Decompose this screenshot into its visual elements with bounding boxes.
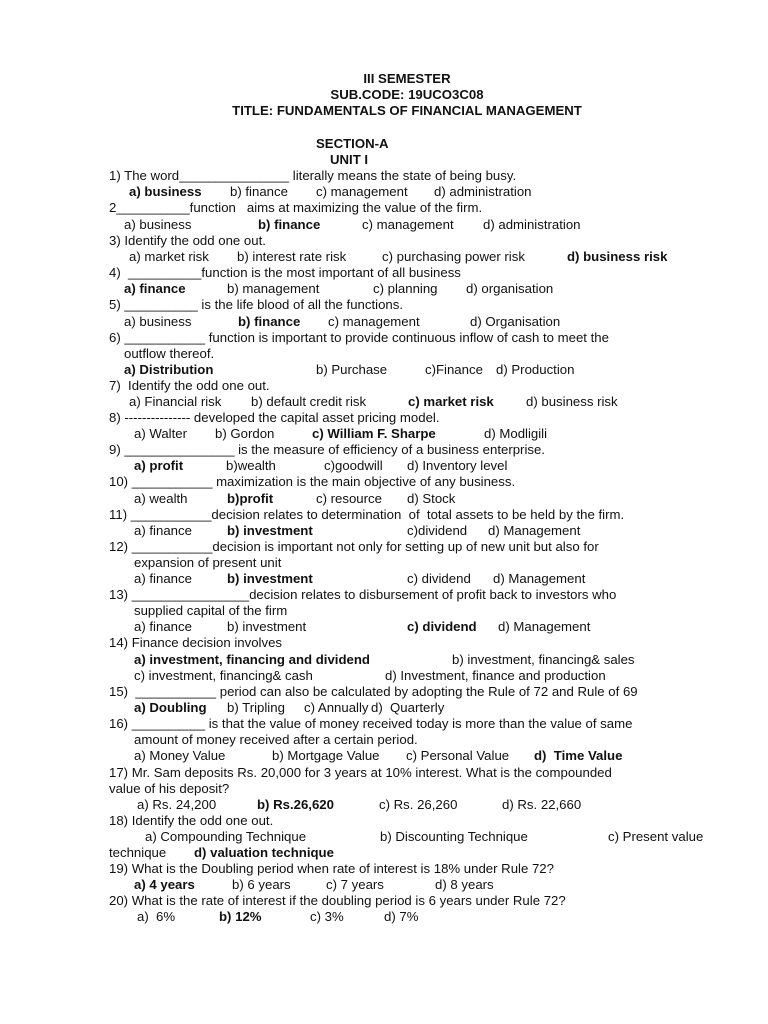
q7-option-d: d) business risk bbox=[526, 394, 618, 409]
q18-option-a: a) Compounding Technique bbox=[145, 829, 307, 844]
question-13-text: 13) ________________decision relates to disbursement of profit back to investors who bbox=[109, 587, 617, 602]
q2-option-d: d) administration bbox=[483, 217, 581, 232]
document-title: TITLE: FUNDAMENTALS OF FINANCIAL MANAGEMENT bbox=[232, 103, 582, 118]
q7-option-b: b) default credit risk bbox=[251, 394, 367, 409]
q13-option-b: b) investment bbox=[227, 619, 307, 634]
q12-option-d: d) Management bbox=[493, 571, 586, 586]
q17-option-b: b) Rs.26,620 bbox=[257, 797, 334, 812]
question-16-text-cont: amount of money received after a certain period. bbox=[134, 732, 418, 747]
q5-option-d: d) Organisation bbox=[470, 314, 561, 329]
q6-option-a: a) Distribution bbox=[124, 362, 214, 377]
q19-option-a: a) 4 years bbox=[134, 877, 195, 892]
q12-option-b: b) investment bbox=[227, 571, 313, 586]
q17-option-a: a) Rs. 24,200 bbox=[137, 797, 217, 812]
question-3-text: 3) Identify the odd one out. bbox=[109, 233, 266, 248]
q15-option-a: a) Doubling bbox=[134, 700, 207, 715]
question-11-text: 11) ___________decision relates to determination of total assets to be held by the firm. bbox=[109, 507, 625, 522]
q9-option-d: d) Inventory level bbox=[407, 458, 508, 473]
question-18-text: 18) Identify the odd one out. bbox=[109, 813, 274, 828]
question-13-text-cont: supplied capital of the firm bbox=[134, 603, 288, 618]
question-6-text-cont: outflow thereof. bbox=[124, 346, 215, 361]
q14-option-a: a) investment, financing and dividend bbox=[134, 652, 370, 667]
q20-option-b: b) 12% bbox=[219, 909, 262, 924]
question-19-text: 19) What is the Doubling period when rate of interest is 18% under Rule 72? bbox=[109, 861, 554, 876]
q14-option-d: d) Investment, finance and production bbox=[385, 668, 606, 683]
q4-option-c: c) planning bbox=[373, 281, 438, 296]
q12-option-c: c) dividend bbox=[407, 571, 471, 586]
q19-option-c: c) 7 years bbox=[326, 877, 384, 892]
q8-option-c: c) William F. Sharpe bbox=[312, 426, 436, 441]
q3-option-d: d) business risk bbox=[567, 249, 668, 264]
question-5-text: 5) __________ is the life blood of all the functions. bbox=[109, 297, 403, 312]
q9-option-a: a) profit bbox=[134, 458, 184, 473]
unit-heading: UNIT I bbox=[330, 152, 369, 167]
question-12-text-cont: expansion of present unit bbox=[134, 555, 282, 570]
q6-option-d: d) Production bbox=[496, 362, 575, 377]
q3-option-a: a) market risk bbox=[129, 249, 209, 264]
q11-option-d: d) Management bbox=[488, 523, 581, 538]
q16-option-d: d) Time Value bbox=[534, 748, 623, 763]
question-9-text: 9) _______________ is the measure of efficiency of a business enterprise. bbox=[109, 442, 545, 457]
q15-option-d: d) Quarterly bbox=[371, 700, 445, 715]
question-8-text: 8) --------------- developed the capital asset pricing model. bbox=[109, 410, 440, 425]
question-7-text: 7) Identify the odd one out. bbox=[109, 378, 270, 393]
question-15-text: 15) ___________ period can also be calculated by adopting the Rule of 72 and Rule of 69 bbox=[109, 684, 638, 699]
q1-option-d: d) administration bbox=[434, 184, 532, 199]
question-17-text: 17) Mr. Sam deposits Rs. 20,000 for 3 years at 10% interest. What is the compounded bbox=[109, 765, 612, 780]
q17-option-c: c) Rs. 26,260 bbox=[379, 797, 458, 812]
question-20-text: 20) What is the rate of interest if the doubling period is 6 years under Rule 72? bbox=[109, 893, 566, 908]
q6-option-c: c)Finance bbox=[425, 362, 483, 377]
question-10-text: 10) ___________ maximization is the main objective of any business. bbox=[109, 474, 516, 489]
q8-option-d: d) Modligili bbox=[484, 426, 548, 441]
q20-option-c: c) 3% bbox=[310, 909, 344, 924]
q16-option-a: a) Money Value bbox=[134, 748, 226, 763]
q18-option-b: b) Discounting Technique bbox=[380, 829, 528, 844]
q11-option-a: a) finance bbox=[134, 523, 192, 538]
q17-option-d: d) Rs. 22,660 bbox=[502, 797, 582, 812]
q2-option-a: a) business bbox=[124, 217, 192, 232]
question-12-text: 12) ___________decision is important not only for setting up of new unit but also for bbox=[109, 539, 599, 554]
question-17-text-cont: value of his deposit? bbox=[109, 781, 230, 796]
q14-option-c: c) investment, financing& cash bbox=[134, 668, 313, 683]
q10-option-a: a) wealth bbox=[134, 491, 188, 506]
q19-option-b: b) 6 years bbox=[232, 877, 291, 892]
q15-option-b: b) Tripling bbox=[227, 700, 285, 715]
q11-option-c: c)dividend bbox=[407, 523, 468, 538]
q10-option-d: d) Stock bbox=[407, 491, 456, 506]
q13-option-a: a) finance bbox=[134, 619, 192, 634]
q9-option-b: b)wealth bbox=[226, 458, 276, 473]
q2-option-c: c) management bbox=[362, 217, 454, 232]
question-14-text: 14) Finance decision involves bbox=[109, 635, 282, 650]
q13-option-d: d) Management bbox=[498, 619, 591, 634]
q16-option-c: c) Personal Value bbox=[406, 748, 510, 763]
q18-option-d: d) valuation technique bbox=[194, 845, 334, 860]
question-6-text: 6) ___________ function is important to provide continuous inflow of cash to meet the bbox=[109, 330, 609, 345]
q19-option-d: d) 8 years bbox=[435, 877, 494, 892]
q5-option-b: b) finance bbox=[238, 314, 301, 329]
q18-option-c: c) Present value bbox=[608, 829, 704, 844]
q6-option-b: b) Purchase bbox=[316, 362, 388, 377]
q7-option-c: c) market risk bbox=[408, 394, 494, 409]
q8-option-a: a) Walter bbox=[134, 426, 188, 441]
q4-option-d: d) organisation bbox=[466, 281, 554, 296]
q16-option-b: b) Mortgage Value bbox=[272, 748, 380, 763]
q20-option-a: a) 6% bbox=[137, 909, 176, 924]
question-4-text: 4) __________function is the most important of all business bbox=[109, 265, 461, 280]
q14-option-b: b) investment, financing& sales bbox=[452, 652, 635, 667]
q10-option-b: b)profit bbox=[227, 491, 274, 506]
q12-option-a: a) finance bbox=[134, 571, 192, 586]
q15-option-c: c) Annually bbox=[304, 700, 369, 715]
subject-code: SUB.CODE: 19UCO3C08 bbox=[330, 87, 484, 102]
question-2-text: 2__________function aims at maximizing the value of the firm. bbox=[109, 200, 483, 215]
q1-option-c: c) management bbox=[316, 184, 408, 199]
q3-option-c: c) purchasing power risk bbox=[382, 249, 525, 264]
q11-option-b: b) investment bbox=[227, 523, 313, 538]
q13-option-c: c) dividend bbox=[407, 619, 477, 634]
q1-option-a: a) business bbox=[129, 184, 202, 199]
q5-option-c: c) management bbox=[328, 314, 420, 329]
q4-option-a: a) finance bbox=[124, 281, 186, 296]
q3-option-b: b) interest rate risk bbox=[237, 249, 347, 264]
semester-heading: III SEMESTER bbox=[363, 71, 451, 86]
q7-option-a: a) Financial risk bbox=[129, 394, 222, 409]
question-1-text: 1) The word_______________ literally means the state of being busy. bbox=[109, 168, 517, 183]
q2-option-b: b) finance bbox=[258, 217, 321, 232]
question-16-text: 16) __________ is that the value of money received today is more than the value of same bbox=[109, 716, 633, 731]
q8-option-b: b) Gordon bbox=[215, 426, 275, 441]
q10-option-c: c) resource bbox=[316, 491, 382, 506]
q20-option-d: d) 7% bbox=[384, 909, 419, 924]
section-heading: SECTION-A bbox=[316, 136, 389, 151]
q4-option-b: b) management bbox=[227, 281, 320, 296]
q1-option-b: b) finance bbox=[230, 184, 288, 199]
q18-option-c-cont: technique bbox=[109, 845, 167, 860]
q9-option-c: c)goodwill bbox=[324, 458, 383, 473]
q5-option-a: a) business bbox=[124, 314, 192, 329]
